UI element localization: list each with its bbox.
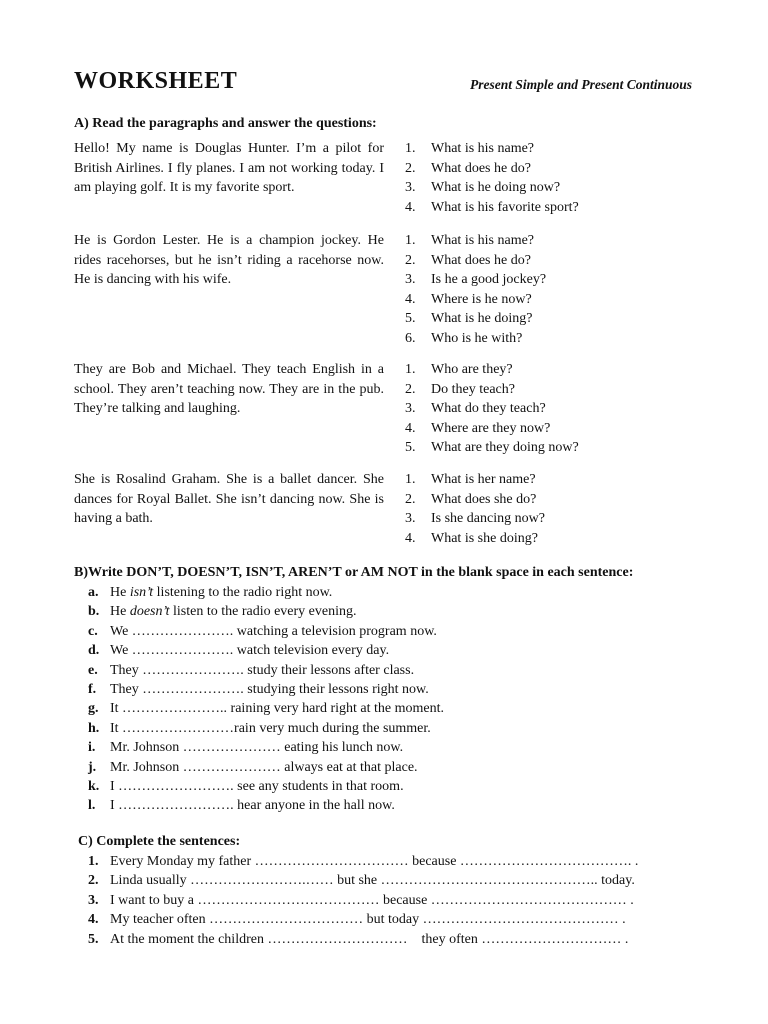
question-item: 2. What does she do?: [405, 491, 537, 507]
section-c-heading: C) Complete the sentences:: [78, 834, 241, 849]
complete-sentence-item: 5. At the moment the children ………………………… they often ………………………… .: [88, 931, 629, 947]
question-item: 2. What does he do?: [405, 160, 531, 176]
fill-blank-item: c. We …………………. watching a television program now.: [88, 623, 437, 639]
questions-gordon: [405, 231, 546, 348]
fill-blank-item: k. I ……………………. see any students in that room.: [88, 779, 404, 795]
complete-sentence-item: 4. My teacher often …………………………… but today …………………………………… .: [88, 912, 626, 928]
question-item: 5. What are they doing now?: [405, 440, 579, 455]
paragraph-bob-michael: They are Bob and Michael. They teach English in a school. They aren’t teaching now. They are in the pub. They’re talking and laughing.: [74, 362, 384, 416]
fill-blank-item: a. He isn’t listening to the radio right now.: [88, 585, 333, 600]
questions-bob-michael: [405, 360, 579, 458]
questions-douglas: [405, 139, 579, 217]
fill-blank-item: l. I ……………………. hear anyone in the hall now.: [88, 798, 395, 814]
question-item: 4. Where is he now?: [405, 291, 532, 307]
question-item: 1. What is her name?: [405, 472, 536, 487]
paragraph-gordon: He is Gordon Lester. He is a champion jockey. He rides racehorses, but he isn’t riding a racehorse now. He is dancing with his wife.: [74, 233, 384, 287]
question-item: 1. Who are they?: [405, 362, 513, 377]
question-item: 5. What is he doing?: [405, 311, 533, 326]
question-item: 2. Do they teach?: [405, 381, 515, 397]
fill-blank-item: e. They …………………. study their lessons after class.: [88, 662, 415, 678]
question-item: 3. What do they teach?: [405, 401, 546, 416]
page-title: WORKSHEET: [74, 68, 238, 94]
section-c-list: [88, 852, 638, 949]
paragraph-douglas: Hello! My name is Douglas Hunter. I’m a pilot for British Airlines. I fly planes. I am not working today. I am playing golf. It is my favorite sport.: [74, 141, 384, 195]
question-item: 4. What is his favorite sport?: [405, 199, 579, 215]
fill-blank-item: d. We …………………. watch television every day.: [88, 643, 390, 659]
fill-blank-item: j. Mr. Johnson ………………… always eat at that place.: [88, 759, 418, 775]
question-item: 1. What is his name?: [405, 233, 535, 248]
complete-sentence-item: 1. Every Monday my father …………………………… because ………………………………. .: [88, 854, 639, 869]
fill-blank-item: g. It ………………….. raining very hard right at the moment.: [88, 701, 444, 717]
question-item: 4. What is she doing?: [405, 530, 538, 546]
fill-blank-item: i. Mr. Johnson ………………… eating his lunch now.: [88, 740, 404, 756]
page-subtitle: Present Simple and Present Continuous: [469, 77, 692, 92]
paragraph-rosalind: She is Rosalind Graham. She is a ballet dancer. She dances for Royal Ballet. She isn’t dancing now. She is having a bath.: [74, 472, 384, 526]
fill-blank-item: b. He doesn’t listen to the radio every evening.: [88, 604, 357, 620]
fill-blank-item: h. It ……………………rain very much during the summer.: [88, 720, 431, 736]
question-item: 3. What is he doing now?: [405, 180, 561, 195]
question-item: 2. What does he do?: [405, 252, 531, 268]
questions-rosalind: [405, 470, 545, 548]
question-item: 3. Is she dancing now?: [405, 511, 545, 526]
section-b-list: [88, 583, 444, 816]
question-item: 1. What is his name?: [405, 141, 535, 156]
question-item: 6. Who is he with?: [405, 330, 523, 346]
section-b-heading: B)Write DON’T, DOESN’T, ISN’T, AREN’T or AM NOT in the blank space in each sentence:: [74, 565, 634, 580]
complete-sentence-item: 2. Linda usually …………………….…… but she ……………………………………….. today.: [88, 873, 635, 889]
fill-blank-item: f. They …………………. studying their lessons right now.: [88, 682, 429, 698]
complete-sentence-item: 3. I want to buy a ………………………………… because …………………………………… .: [88, 892, 634, 908]
question-item: 3. Is he a good jockey?: [405, 272, 547, 287]
section-a-heading: A) Read the paragraphs and answer the questions:: [74, 116, 377, 131]
question-item: 4. Where are they now?: [405, 420, 551, 436]
